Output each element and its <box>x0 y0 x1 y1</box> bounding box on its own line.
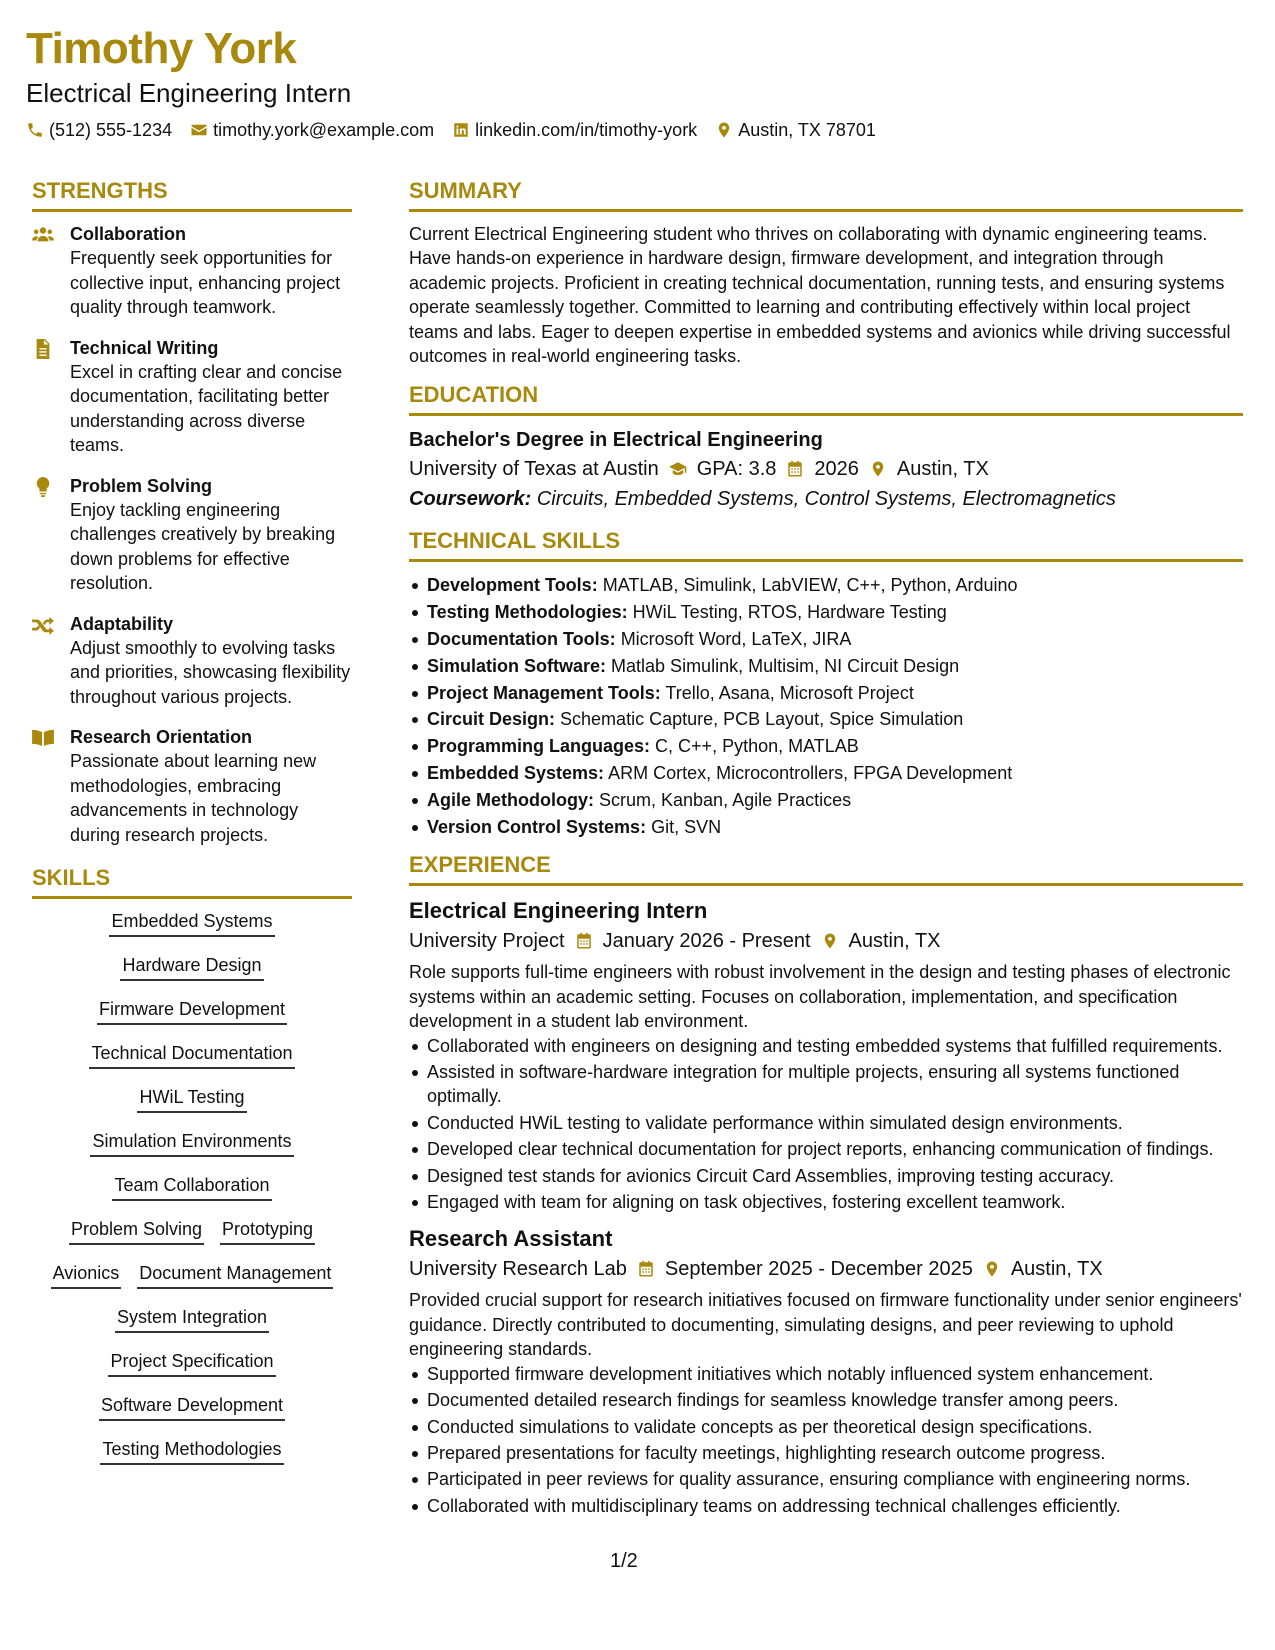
skill-tag: Simulation Environments <box>90 1129 293 1157</box>
lightbulb-icon <box>32 474 70 596</box>
job-title: Electrical Engineering Intern <box>409 898 708 924</box>
list-item <box>409 814 1243 841</box>
candidate-title: Electrical Engineering Intern <box>26 78 352 108</box>
summary-text: Current Electrical Engineering student who thrives on collaborating with dynamic engineering teams. Have hands-on experience in hardware design, firmware development, and integration through academic projects. Proficient in creating technical documentation, running tests, and ensuring systems operate seamlessly together. Committed to learning and contributing effectively within local project teams and labs. Eager to deepen expertise in embedded systems and avionics while driving successful outcomes in real-world engineering tasks. <box>409 224 1231 367</box>
tech-value: MATLAB, Simulink, LabVIEW, C++, Python, Arduino <box>602 575 1018 596</box>
strength-item <box>32 725 352 847</box>
list-item: Participated in peer reviews for quality assurance, ensuring compliance with engineering norms. <box>409 1467 1243 1491</box>
contact-email[interactable] <box>190 118 434 142</box>
job-org: University Research Lab <box>409 1258 627 1281</box>
tech-value: Trello, Asana, Microsoft Project <box>665 682 914 703</box>
tech-label: Simulation Software: <box>427 655 607 676</box>
strength-item <box>32 474 352 596</box>
job-description: Role supports full-time engineers with robust involvement in the design and testing phases of electronic systems within an academic setting. Focuses on collaboration, implementation, and specification development in a student lab environment. <box>409 962 1231 1032</box>
left-column <box>32 176 352 1481</box>
skill-tag: System Integration <box>115 1305 269 1333</box>
list-item: Conducted simulations to validate concepts as per theoretical design specifications. <box>409 1415 1243 1439</box>
strength-desc: Frequently seek opportunities for collective input, enhancing project quality through teamwork. <box>70 248 341 317</box>
tech-value: Microsoft Word, LaTeX, JIRA <box>620 629 852 650</box>
education-heading: EDUCATION <box>409 380 1243 416</box>
tech-value: HWiL Testing, RTOS, Hardware Testing <box>632 602 947 623</box>
list-item <box>409 680 1243 707</box>
list-item <box>409 626 1243 653</box>
list-item: Prepared presentations for faculty meetings, highlighting research outcome progress. <box>409 1441 1243 1465</box>
linkedin-text: linkedin.com/in/timothy-york <box>475 120 698 140</box>
technical-skills-list <box>409 572 1243 840</box>
document-icon <box>32 336 70 458</box>
job-entry <box>409 1224 1243 1518</box>
skill-tag: Embedded Systems <box>109 909 274 937</box>
list-item: Designed test stands for avionics Circuit Card Assemblies, improving testing accuracy. <box>409 1164 1243 1188</box>
list-item <box>409 653 1243 680</box>
tech-value: Schematic Capture, PCB Layout, Spice Simulation <box>560 709 964 730</box>
skill-tag: Software Development <box>99 1393 285 1421</box>
candidate-name: Timothy York <box>26 24 297 73</box>
skill-row <box>32 1437 352 1465</box>
skill-tag: Firmware Development <box>97 997 287 1025</box>
summary-heading: SUMMARY <box>409 176 1243 212</box>
list-item <box>409 599 1243 626</box>
skill-row <box>32 1393 352 1421</box>
contact-linkedin[interactable] <box>452 118 697 142</box>
skill-row <box>32 909 352 937</box>
resume-header <box>26 22 1246 142</box>
strength-item <box>32 612 352 710</box>
experience-heading: EXPERIENCE <box>409 850 1243 886</box>
map-pin-icon <box>869 460 887 478</box>
job-org: University Project <box>409 930 565 953</box>
degree-title: Bachelor's Degree in Electrical Engineering <box>409 429 823 452</box>
skill-row <box>32 1349 352 1377</box>
list-item <box>409 733 1243 760</box>
map-pin-icon <box>715 121 733 139</box>
skill-row <box>32 1041 352 1069</box>
map-pin-icon <box>983 1260 1001 1278</box>
envelope-icon <box>190 121 208 139</box>
job-meta <box>409 1254 1243 1284</box>
tech-value: ARM Cortex, Microcontrollers, FPGA Development <box>608 763 1013 784</box>
calendar-icon <box>786 460 804 478</box>
tech-label: Programming Languages: <box>427 736 651 757</box>
skill-row <box>32 1305 352 1333</box>
skills-list <box>32 909 352 1465</box>
list-item: Collaborated with engineers on designing and testing embedded systems that fulfilled requirements. <box>409 1034 1243 1058</box>
list-item: Engaged with team for aligning on task objectives, fostering excellent teamwork. <box>409 1190 1243 1214</box>
shuffle-icon <box>32 612 70 710</box>
skill-tag: Project Specification <box>108 1349 275 1377</box>
technical-skills-heading: TECHNICAL SKILLS <box>409 526 1243 562</box>
list-item: Assisted in software-hardware integration for multiple projects, ensuring all systems functioned optimally. <box>409 1060 1243 1109</box>
tech-label: Development Tools: <box>427 575 598 596</box>
list-item <box>409 787 1243 814</box>
list-item: Supported firmware development initiatives which notably influenced system enhancement. <box>409 1362 1243 1386</box>
job-dates: September 2025 - December 2025 <box>664 1258 973 1281</box>
contact-bar <box>26 118 1246 142</box>
job-meta <box>409 926 1243 956</box>
gpa-text: GPA: 3.8 <box>696 458 777 481</box>
strength-item <box>32 336 352 458</box>
tech-label: Embedded Systems: <box>427 763 605 784</box>
education-meta <box>409 454 1243 484</box>
tech-value: Git, SVN <box>651 816 722 837</box>
map-pin-icon <box>821 932 839 950</box>
skill-tag: Document Management <box>137 1261 333 1289</box>
skill-tag: Prototyping <box>220 1217 315 1245</box>
tech-label: Testing Methodologies: <box>427 602 628 623</box>
skill-tag: Hardware Design <box>120 953 263 981</box>
job-title: Research Assistant <box>409 1226 613 1252</box>
skill-row <box>32 1129 352 1157</box>
strength-desc: Adjust smoothly to evolving tasks and priorities, showcasing flexibility throughout various projects. <box>70 637 351 707</box>
strength-desc: Excel in crafting clear and concise documentation, facilitating better understanding across diverse teams. <box>70 361 343 455</box>
skill-tag: HWiL Testing <box>137 1085 246 1113</box>
list-item: Documented detailed research findings for seamless knowledge transfer among peers. <box>409 1388 1243 1412</box>
location-text: Austin, TX 78701 <box>738 120 876 140</box>
tech-value: C, C++, Python, MATLAB <box>655 736 859 757</box>
education-location: Austin, TX <box>896 458 989 481</box>
list-item <box>409 760 1243 787</box>
skill-row <box>32 1085 352 1113</box>
tech-label: Agile Methodology: <box>427 789 594 810</box>
skill-tag: Team Collaboration <box>112 1173 271 1201</box>
job-bullets <box>409 1362 1243 1518</box>
school-name: University of Texas at Austin <box>409 458 659 481</box>
tech-label: Circuit Design: <box>427 709 556 730</box>
strength-title: Technical Writing <box>70 337 219 358</box>
skill-row <box>32 1173 352 1201</box>
linkedin-icon <box>452 121 470 139</box>
tech-value: Matlab Simulink, Multisim, NI Circuit Design <box>611 655 960 676</box>
skill-row <box>32 1261 352 1289</box>
job-location: Austin, TX <box>1010 1258 1103 1281</box>
tech-value: Scrum, Kanban, Agile Practices <box>599 789 852 810</box>
coursework-label: Coursework: <box>409 488 532 511</box>
list-item: Developed clear technical documentation for project reports, enhancing communication of findings. <box>409 1137 1243 1161</box>
strength-item <box>32 222 352 320</box>
job-bullets <box>409 1034 1243 1215</box>
graduation-year: 2026 <box>814 458 859 481</box>
skill-row <box>32 997 352 1025</box>
tech-label: Version Control Systems: <box>427 816 647 837</box>
list-item <box>409 706 1243 733</box>
strength-title: Collaboration <box>70 224 186 244</box>
coursework-list: Circuits, Embedded Systems, Control Systems, Electromagnetics <box>536 488 1116 511</box>
job-location: Austin, TX <box>848 930 941 953</box>
book-icon <box>32 725 70 847</box>
strength-desc: Enjoy tackling engineering challenges creatively by breaking down problems for effective resolution. <box>70 499 336 593</box>
tech-label: Project Management Tools: <box>427 682 661 703</box>
contact-location <box>715 118 876 142</box>
skill-tag: Technical Documentation <box>89 1041 294 1069</box>
page-number: 1/2 <box>610 1550 638 1572</box>
skill-tag: Problem Solving <box>69 1217 204 1245</box>
strength-title: Problem Solving <box>70 475 213 496</box>
list-item: Conducted HWiL testing to validate performance within simulated design environments. <box>409 1111 1243 1135</box>
calendar-icon <box>637 1260 655 1278</box>
skills-heading: SKILLS <box>32 863 352 899</box>
users-icon <box>32 222 70 320</box>
list-item: Collaborated with multidisciplinary teams on addressing technical challenges efficiently. <box>409 1494 1243 1518</box>
list-item <box>409 572 1243 599</box>
strengths-heading: STRENGTHS <box>32 176 352 212</box>
strength-title: Adaptability <box>70 613 174 634</box>
strength-desc: Passionate about learning new methodologies, embracing advancements in technology during research projects. <box>70 751 317 845</box>
skill-row <box>32 953 352 981</box>
job-description: Provided crucial support for research initiatives focused on firmware functionality under senior engineers' guidance. Directly contributed to documenting, simulating designs, and peer reviewing to uphold engineering standards. <box>409 1290 1242 1360</box>
right-column <box>409 176 1243 1520</box>
skill-tag: Avionics <box>51 1261 122 1289</box>
tech-label: Documentation Tools: <box>427 629 616 650</box>
job-dates: January 2026 - Present <box>602 930 811 953</box>
coursework <box>409 484 1243 514</box>
strength-title: Research Orientation <box>70 727 253 747</box>
phone-icon <box>26 121 44 139</box>
graduation-cap-icon <box>669 460 687 478</box>
skill-tag: Testing Methodologies <box>100 1437 283 1465</box>
job-entry <box>409 896 1243 1214</box>
skill-row <box>32 1217 352 1245</box>
email-text: timothy.york@example.com <box>213 120 435 140</box>
calendar-icon <box>575 932 593 950</box>
phone-text: (512) 555-1234 <box>49 120 173 140</box>
contact-phone[interactable] <box>26 118 172 142</box>
